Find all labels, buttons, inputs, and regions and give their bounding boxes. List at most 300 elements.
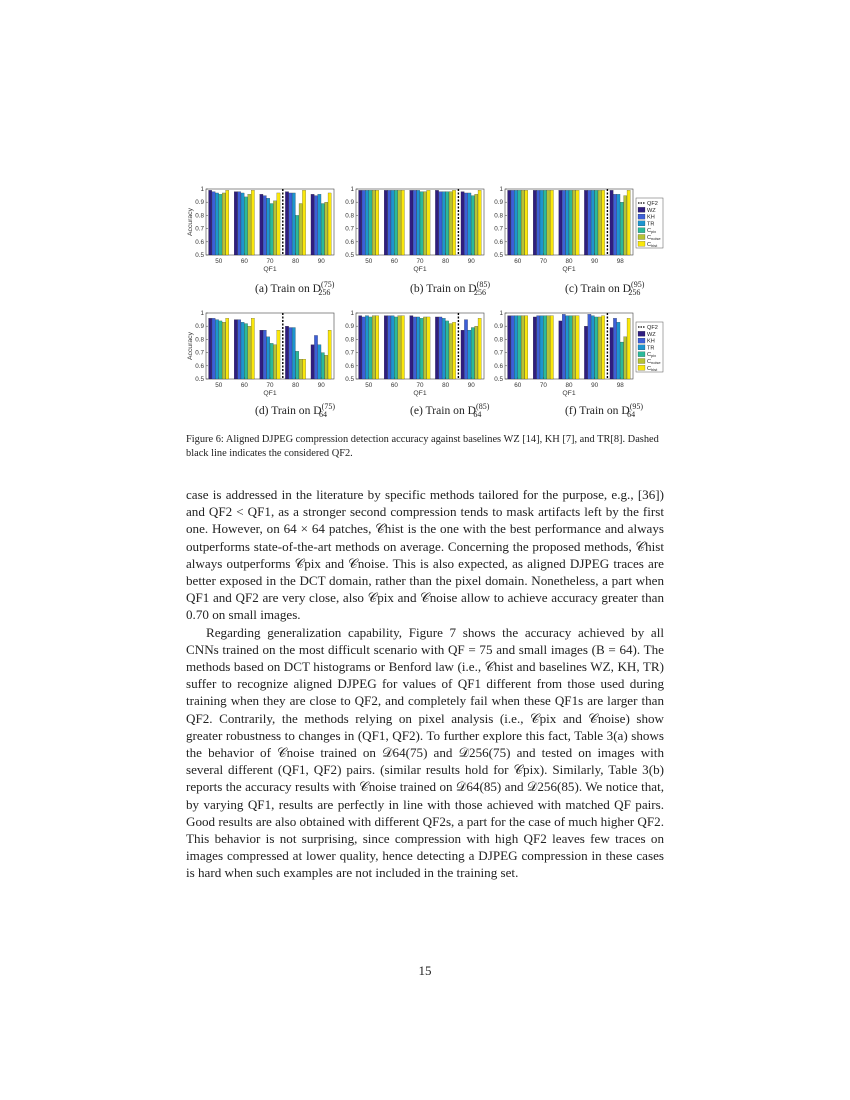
x-tick-label: 60 — [240, 382, 248, 389]
bar-c-hist — [576, 316, 579, 379]
bar-c-pix — [569, 190, 572, 255]
bar-c-pix — [270, 204, 273, 255]
y-tick-label: 0.6 — [195, 238, 204, 246]
x-axis-label: QF1 — [562, 266, 576, 273]
y-tick-label: 1 — [200, 310, 204, 317]
x-tick-label: 60 — [514, 258, 522, 265]
bar-c-pix — [420, 192, 423, 255]
y-axis-label: Accuracy — [187, 332, 194, 360]
y-tick-label: 0.8 — [195, 336, 204, 344]
bar-c-noise — [273, 345, 276, 379]
bar-c-hist — [277, 330, 280, 379]
y-tick-label: 0.7 — [494, 225, 503, 233]
bar-tr — [417, 190, 420, 255]
y-axis-label: Accuracy — [187, 208, 194, 236]
bar-c-pix — [595, 190, 598, 255]
bar-tr — [365, 190, 368, 255]
bar-kh — [537, 190, 540, 255]
bar-c-noise — [299, 204, 302, 255]
bar-tr — [514, 190, 517, 255]
y-tick-label: 0.5 — [345, 376, 354, 383]
legend-swatch — [638, 338, 645, 343]
bar-tr — [617, 322, 620, 379]
bar-c-hist — [627, 318, 630, 379]
bar-c-pix — [620, 342, 623, 379]
bar-c-pix — [219, 321, 222, 379]
bar-tr — [267, 198, 270, 255]
legend — [636, 198, 663, 248]
bar-c-hist — [226, 318, 229, 379]
x-tick-label: 70 — [539, 382, 547, 389]
legend-swatch — [638, 207, 645, 212]
bar-kh — [238, 192, 241, 255]
bar-tr — [566, 190, 569, 255]
bar-c-noise — [449, 324, 452, 379]
legend-label: TR — [647, 221, 655, 228]
legend-swatch — [638, 228, 645, 233]
y-tick-label: 0.7 — [195, 349, 204, 357]
bar-kh — [588, 314, 591, 379]
y-tick-label: 0.7 — [195, 225, 204, 233]
bar-c-pix — [394, 190, 397, 255]
chart-panel-d — [187, 310, 335, 419]
bar-c-noise — [325, 202, 328, 255]
bar-kh — [439, 192, 442, 255]
x-tick-label: 80 — [292, 258, 300, 265]
subfigure-caption: (f) Train on $D^{(95)}$ 64 — [565, 402, 644, 419]
bar-kh — [439, 317, 442, 379]
bar-tr — [318, 345, 321, 379]
bar-c-pix — [296, 351, 299, 379]
bar-c-pix — [219, 194, 222, 255]
bar-c-noise — [398, 190, 401, 255]
y-tick-label: 0.9 — [195, 323, 204, 331]
x-axis-label: QF1 — [562, 390, 576, 397]
legend-label: Chist — [647, 241, 658, 248]
x-tick-label: 60 — [514, 382, 522, 389]
x-tick-label: 80 — [565, 382, 573, 389]
bar-kh — [511, 316, 514, 379]
bar-c-pix — [620, 202, 623, 255]
bar-c-noise — [449, 192, 452, 255]
legend-label: Chist — [647, 365, 658, 372]
bar-kh — [562, 314, 565, 379]
bar-kh — [263, 196, 266, 255]
bar-wz — [311, 345, 314, 379]
legend-label: TR — [647, 345, 655, 352]
figure-caption: Figure 6: Aligned DJPEG compression detection accuracy against baselines WZ [14], KH [7], and TR[8]. Dashed black line indicates the considered QF2. — [186, 434, 659, 459]
bar-tr — [417, 317, 420, 379]
bar-wz — [435, 190, 438, 255]
legend-swatch — [638, 221, 645, 226]
bar-wz — [610, 328, 613, 379]
legend-label: Cpix — [647, 352, 657, 359]
x-axis-label: QF1 — [413, 266, 427, 273]
legend-label: WZ — [647, 331, 656, 338]
chart-panel-e — [345, 310, 489, 419]
bar-c-hist — [376, 190, 379, 255]
bar-wz — [359, 316, 362, 379]
x-axis-label: QF1 — [263, 266, 277, 273]
x-tick-label: 60 — [390, 382, 398, 389]
bar-c-hist — [302, 359, 305, 379]
bar-wz — [461, 330, 464, 379]
bar-c-pix — [244, 197, 247, 255]
bar-c-hist — [277, 193, 280, 255]
bar-tr — [215, 320, 218, 379]
y-tick-label: 1 — [200, 186, 204, 193]
legend-label: Cnoise — [647, 235, 661, 241]
bar-wz — [285, 326, 288, 379]
bar-c-pix — [446, 192, 449, 255]
y-tick-label: 0.5 — [494, 376, 503, 383]
x-tick-label: 90 — [467, 258, 475, 265]
bar-wz — [610, 190, 613, 255]
bar-wz — [559, 321, 562, 379]
bar-tr — [514, 316, 517, 379]
bar-c-hist — [478, 318, 481, 379]
bar-c-noise — [521, 190, 524, 255]
bar-c-hist — [328, 330, 331, 379]
page-number: 15 — [418, 963, 432, 978]
y-tick-label: 0.5 — [195, 252, 204, 259]
bar-wz — [384, 190, 387, 255]
bar-wz — [559, 190, 562, 255]
bar-c-noise — [521, 316, 524, 379]
bar-c-noise — [222, 322, 225, 379]
bar-wz — [410, 190, 413, 255]
bar-kh — [212, 318, 215, 379]
bar-c-noise — [423, 317, 426, 379]
bar-wz — [584, 326, 587, 379]
bar-tr — [241, 322, 244, 379]
legend-label: Cnoise — [647, 359, 661, 365]
legend-label: QF2 — [647, 201, 658, 207]
bar-wz — [533, 190, 536, 255]
bar-tr — [442, 318, 445, 379]
x-tick-label: 90 — [591, 382, 599, 389]
bar-c-noise — [572, 190, 575, 255]
subfigure-caption: (b) Train on $D^{(85)}$ 256 — [410, 280, 490, 297]
bar-wz — [435, 317, 438, 379]
bar-c-noise — [475, 194, 478, 255]
subfigure-caption: (c) Train on $D^{(95)}$ 256 — [565, 280, 645, 297]
bar-wz — [384, 316, 387, 379]
y-tick-label: 0.6 — [195, 362, 204, 370]
figure-6 — [0, 0, 850, 470]
y-tick-label: 0.9 — [345, 323, 354, 331]
x-tick-label: 80 — [442, 382, 450, 389]
bar-wz — [234, 192, 237, 255]
bar-kh — [289, 328, 292, 379]
y-tick-label: 0.9 — [195, 199, 204, 207]
y-tick-label: 0.8 — [345, 336, 354, 344]
y-tick-label: 1 — [499, 310, 503, 317]
bar-c-noise — [398, 316, 401, 379]
y-tick-label: 0.7 — [494, 349, 503, 357]
bar-kh — [613, 194, 616, 255]
bar-tr — [566, 316, 569, 379]
x-tick-label: 50 — [365, 258, 373, 265]
bar-kh — [464, 193, 467, 255]
bar-kh — [263, 330, 266, 379]
bar-c-hist — [525, 190, 528, 255]
bar-kh — [464, 320, 467, 379]
x-tick-label: 70 — [266, 258, 274, 265]
bar-wz — [533, 317, 536, 379]
subfigure-caption: (d) Train on $D^{(75)}$ 64 — [255, 402, 335, 419]
bar-wz — [508, 190, 511, 255]
bar-kh — [362, 317, 365, 379]
bar-tr — [365, 316, 368, 379]
bar-c-hist — [478, 190, 481, 255]
legend-label: KH — [647, 214, 655, 221]
y-tick-label: 0.8 — [494, 212, 503, 220]
legend-swatch — [638, 365, 645, 370]
body-text — [186, 486, 664, 882]
bar-c-noise — [624, 196, 627, 255]
bar-c-pix — [394, 317, 397, 379]
bar-c-hist — [601, 190, 604, 255]
bar-kh — [388, 316, 391, 379]
bar-wz — [359, 190, 362, 255]
y-tick-label: 0.6 — [345, 238, 354, 246]
bar-kh — [289, 193, 292, 255]
bar-wz — [508, 316, 511, 379]
bar-c-noise — [475, 326, 478, 379]
bar-c-noise — [547, 190, 550, 255]
bar-c-hist — [452, 190, 455, 255]
legend-swatch — [638, 214, 645, 219]
x-tick-label: 90 — [591, 258, 599, 265]
bar-c-pix — [296, 215, 299, 255]
legend-swatch — [638, 352, 645, 357]
bar-c-noise — [423, 192, 426, 255]
bar-wz — [209, 190, 212, 255]
bar-c-hist — [427, 190, 430, 255]
y-tick-label: 0.5 — [494, 252, 503, 259]
bar-kh — [562, 190, 565, 255]
x-tick-label: 80 — [292, 382, 300, 389]
bar-c-noise — [572, 316, 575, 379]
bar-c-pix — [569, 316, 572, 379]
x-tick-label: 80 — [442, 258, 450, 265]
bar-tr — [442, 192, 445, 255]
chart-panel-a — [187, 186, 335, 297]
bar-tr — [318, 194, 321, 255]
bar-kh — [613, 318, 616, 379]
x-axis-label: QF1 — [263, 390, 277, 397]
bar-kh — [413, 190, 416, 255]
y-tick-label: 0.8 — [195, 212, 204, 220]
x-tick-label: 60 — [390, 258, 398, 265]
bar-tr — [215, 193, 218, 255]
legend-swatch — [638, 241, 645, 246]
x-tick-label: 70 — [416, 258, 424, 265]
y-tick-label: 1 — [499, 186, 503, 193]
bar-tr — [468, 330, 471, 379]
x-tick-label: 50 — [215, 258, 223, 265]
legend-swatch — [638, 331, 645, 336]
bar-c-pix — [321, 204, 324, 255]
bar-tr — [267, 337, 270, 379]
bar-tr — [241, 193, 244, 255]
bar-kh — [413, 317, 416, 379]
bar-tr — [468, 193, 471, 255]
bar-c-hist — [328, 193, 331, 255]
bar-tr — [292, 193, 295, 255]
y-tick-label: 0.7 — [345, 349, 354, 357]
bar-wz — [260, 330, 263, 379]
chart-panel-b — [345, 186, 490, 297]
bar-wz — [311, 194, 314, 255]
bar-c-pix — [369, 317, 372, 379]
x-tick-label: 90 — [317, 382, 325, 389]
x-tick-label: 70 — [266, 382, 274, 389]
bar-c-hist — [627, 190, 630, 255]
bar-c-hist — [550, 190, 553, 255]
y-tick-label: 0.6 — [494, 362, 503, 370]
x-tick-label: 98 — [616, 382, 624, 389]
subfigure-caption: (a) Train on $D^{(75)}$ 256 — [255, 280, 335, 297]
bar-c-noise — [372, 190, 375, 255]
chart-panel-c — [494, 186, 663, 297]
bar-kh — [388, 190, 391, 255]
bar-wz — [285, 192, 288, 255]
bar-c-noise — [248, 194, 251, 255]
bar-c-pix — [270, 343, 273, 379]
bar-c-hist — [601, 316, 604, 379]
bar-c-noise — [273, 201, 276, 255]
paragraph-2: Regarding generalization capability, Figure 7 shows the accuracy achieved by all CNNs trained on the most difficult scenario with QF = 75 and small images (B = 64). The methods based on DCT histograms or Benford law (i.e., 𝒞hist and baselines WZ, KH, TR) suffer to recognize aligned DJPEG for values of QF1 different from those used during training when they are close to QF2, and completely fail when these QF1s are larger than QF2. Contrarily, the methods relying on pixel analysis (i.e., 𝒞pix and 𝒞noise) show greater robustness to changes in (QF1, QF2). To further explore this fact, Table 3(a) shows the behavior of 𝒞noise trained on 𝒟64(75) and 𝒟256(75) and tested on images with several different (QF1, QF2) pairs. (similar results hold for 𝒞pix). Similarly, Table 3(b) reports the accuracy results with 𝒞noise trained on 𝒟64(85) and 𝒟256(85). We notice that, by varying QF1, results are perfectly in line with those achieved with matched QF pairs. Good results are also obtained with different QF2s, a part for the case of much higher QF2. This behavior is not surprising, since compression with high QF2 leaves few traces on images compressed at lower quality, hence detecting a DJPEG compression in these cases is hard when such examples are not included in the training set. — [186, 624, 664, 881]
bar-c-pix — [518, 316, 521, 379]
bar-tr — [391, 316, 394, 379]
bar-c-noise — [547, 316, 550, 379]
legend-swatch — [638, 345, 645, 350]
bar-c-pix — [369, 190, 372, 255]
bar-tr — [292, 328, 295, 379]
bar-c-hist — [525, 316, 528, 379]
bar-kh — [588, 190, 591, 255]
bar-c-pix — [471, 196, 474, 255]
bar-kh — [511, 190, 514, 255]
x-tick-label: 50 — [365, 382, 373, 389]
x-axis-label: QF1 — [413, 390, 427, 397]
y-tick-label: 0.9 — [494, 323, 503, 331]
bar-c-pix — [543, 316, 546, 379]
x-tick-label: 70 — [416, 382, 424, 389]
y-tick-label: 0.9 — [345, 199, 354, 207]
bar-c-hist — [251, 190, 254, 255]
bar-c-noise — [248, 326, 251, 379]
x-tick-label: 60 — [240, 258, 248, 265]
bar-c-hist — [302, 190, 305, 255]
x-tick-label: 90 — [317, 258, 325, 265]
bar-c-pix — [543, 190, 546, 255]
bar-c-hist — [376, 316, 379, 379]
bar-kh — [314, 196, 317, 255]
y-tick-label: 0.8 — [494, 336, 503, 344]
bar-c-noise — [299, 359, 302, 379]
chart-panel-f — [494, 310, 663, 419]
bar-c-pix — [446, 321, 449, 379]
bar-wz — [209, 318, 212, 379]
legend-label: QF2 — [647, 325, 658, 331]
bar-c-hist — [452, 322, 455, 379]
bar-c-noise — [222, 193, 225, 255]
bar-c-hist — [251, 318, 254, 379]
subfigure-caption: (e) Train on $D^{(85)}$ 64 — [410, 402, 490, 419]
legend-label: KH — [647, 338, 655, 345]
x-tick-label: 70 — [539, 258, 547, 265]
bar-c-pix — [518, 190, 521, 255]
bar-wz — [410, 316, 413, 379]
bar-tr — [391, 190, 394, 255]
bar-wz — [461, 192, 464, 255]
bar-kh — [362, 190, 365, 255]
y-tick-label: 0.5 — [195, 376, 204, 383]
bar-c-noise — [372, 316, 375, 379]
bar-c-hist — [401, 316, 404, 379]
legend-swatch — [638, 235, 645, 240]
bar-tr — [591, 190, 594, 255]
bar-c-noise — [325, 355, 328, 379]
y-tick-label: 0.5 — [345, 252, 354, 259]
x-tick-label: 98 — [616, 258, 624, 265]
bar-wz — [234, 320, 237, 379]
bar-wz — [260, 194, 263, 255]
bar-kh — [238, 320, 241, 379]
legend-swatch — [638, 359, 645, 364]
bar-c-noise — [598, 317, 601, 379]
bar-tr — [591, 316, 594, 379]
legend-label: WZ — [647, 207, 656, 214]
bar-c-hist — [576, 190, 579, 255]
legend — [636, 322, 663, 372]
bar-kh — [314, 335, 317, 379]
bar-wz — [584, 190, 587, 255]
bar-c-hist — [427, 317, 430, 379]
bar-kh — [537, 316, 540, 379]
bar-kh — [212, 192, 215, 255]
bar-c-pix — [244, 324, 247, 379]
x-tick-label: 80 — [565, 258, 573, 265]
bar-c-pix — [471, 328, 474, 379]
legend-label: Cpix — [647, 228, 657, 235]
bar-c-pix — [321, 353, 324, 379]
y-tick-label: 0.9 — [494, 199, 503, 207]
bar-c-noise — [598, 190, 601, 255]
y-tick-label: 1 — [350, 310, 354, 317]
bar-c-pix — [595, 317, 598, 379]
x-tick-label: 50 — [215, 382, 223, 389]
y-tick-label: 1 — [350, 186, 354, 193]
y-tick-label: 0.6 — [345, 362, 354, 370]
bar-c-pix — [420, 318, 423, 379]
bar-tr — [617, 194, 620, 255]
bar-c-hist — [226, 190, 229, 255]
bar-c-hist — [401, 190, 404, 255]
bar-c-noise — [624, 337, 627, 379]
x-tick-label: 90 — [467, 382, 475, 389]
y-tick-label: 0.6 — [494, 238, 503, 246]
bar-c-hist — [550, 316, 553, 379]
y-tick-label: 0.8 — [345, 212, 354, 220]
bar-tr — [540, 190, 543, 255]
y-tick-label: 0.7 — [345, 225, 354, 233]
bar-tr — [540, 316, 543, 379]
paragraph-1: case is addressed in the literature by specific methods tailored for the purpose, e.g., [36]) and QF2 < QF1, as a stronger second compression tends to mask artifacts left by the first one. However, on 64 × 64 patches, 𝒞hist is the one with the best performance and always outperforms state-of-the-art methods on average. Concerning the proposed methods, 𝒞hist always outperforms 𝒞pix and 𝒞noise. This is also expected, as aligned DJPEG traces are better exposed in the DCT domain, rather than the pixel domain. Nonetheless, a part when QF1 and QF2 are very close, also 𝒞pix and 𝒞noise allow to achieve accuracy greater than 0.70 on small images. — [186, 487, 664, 623]
